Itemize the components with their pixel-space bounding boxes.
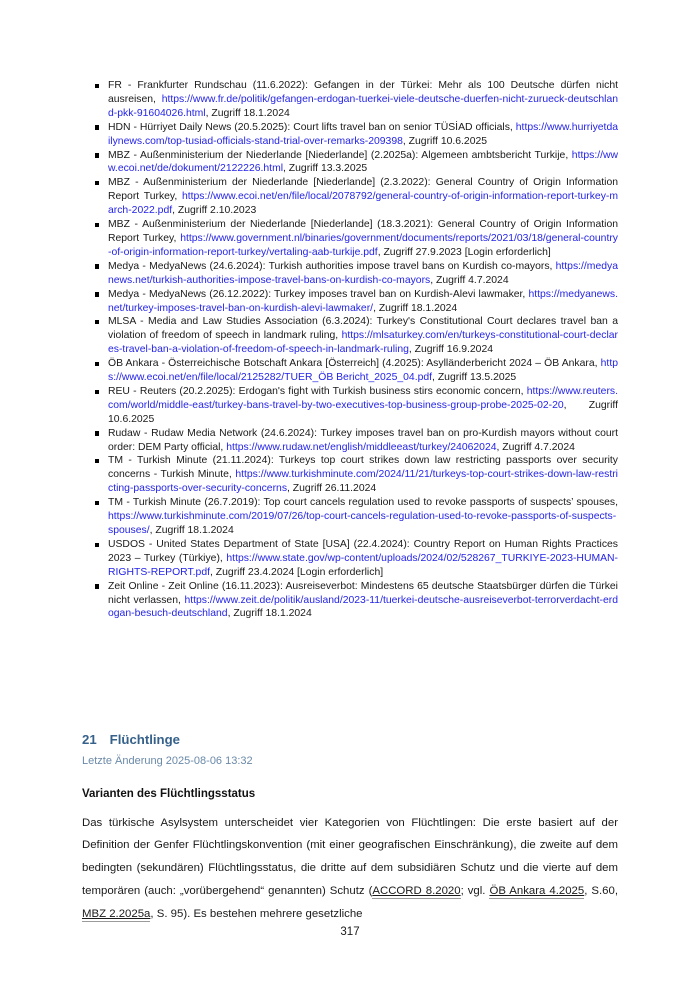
reference-item	[95, 357, 618, 385]
subsection-heading: Varianten des Flüchtlingsstatus	[82, 787, 256, 800]
reference-url-link[interactable]: https://medyanews.net/turkish-authorities-impose-travel-bans-on-kurdish-co-mayors	[108, 260, 618, 286]
reference-item	[95, 288, 618, 316]
reference-url-link[interactable]: https://mlsaturkey.com/en/turkeys-constitutional-court-declares-travel-ban-a-violation-of-freedom-of-speech-in-landmark-ruling	[108, 330, 618, 356]
section-number: 21	[82, 732, 97, 747]
citation-text: Medya - MedyaNews (26.12.2022): Turkey imposes travel ban on Kurdish-Alevi lawmaker,	[108, 288, 529, 300]
reference-item	[95, 149, 618, 177]
reference-url-link[interactable]: https://www.ecoi.net/en/file/local/2125282/TUER_ÖB Bericht_2025_04.pdf	[108, 358, 618, 384]
bullet-square-icon	[95, 543, 99, 547]
citation-text: MLSA - Media and Law Studies Association (6.3.2024): Turkey's Constitutional Court declares travel ban a violation of freedom of speech in landmark ruling,	[108, 316, 618, 342]
references-section	[82, 79, 618, 621]
citation-text: , Zugriff 13.3.2025	[283, 163, 368, 175]
citation-text: , Zugriff 10.6.2025	[108, 399, 618, 425]
citation-text: , Zugriff 4.7.2024	[496, 441, 575, 453]
internal-reference-link[interactable]: ÖB Ankara 4.2025	[489, 884, 585, 897]
citation-text: USDOS - United States Department of State [USA] (22.4.2024): Country Report on Human Rights Practices 2023 – Turkey (Türkiye),	[108, 538, 618, 564]
reference-item	[95, 260, 618, 288]
reference-url-link[interactable]: https://www.ecoi.net/de/dokument/2122226.html	[108, 149, 618, 175]
reference-item	[95, 454, 618, 496]
bullet-square-icon	[95, 362, 99, 366]
reference-item	[95, 385, 618, 427]
citation-text: MBZ - Außenministerium der Niederlande [Niederlande] (2.2025a): Algemeen ambtsbericht Turkije,	[108, 149, 572, 161]
bullet-square-icon	[95, 459, 99, 463]
reference-item	[95, 79, 618, 121]
bullet-square-icon	[95, 584, 99, 588]
bullet-square-icon	[95, 431, 99, 435]
citation-text: , Zugriff 23.4.2024 [Login erforderlich]	[210, 566, 384, 578]
bullet-square-icon	[95, 84, 99, 88]
citation-text: , Zugriff 4.7.2024	[430, 274, 509, 286]
body-paragraph	[82, 812, 618, 926]
citation-text: ; vgl.	[460, 884, 490, 897]
citation-text: , S. 95). Es bestehen mehrere gesetzliche	[150, 907, 363, 920]
bullet-square-icon	[95, 125, 99, 129]
citation-text: TM - Turkish Minute (21.11.2024): Turkeys top court strikes down law restricting passports over security concerns - Turkish Minute,	[108, 455, 618, 481]
citation-text: , S.60,	[584, 884, 618, 897]
citation-text: MBZ - Außenministerium der Niederlande [Niederlande] (18.3.2021): General Country of Origin Information Report Turkey,	[108, 219, 618, 244]
reference-url-link[interactable]: https://medyanews.net/turkey-imposes-travel-ban-on-kurdish-alevi-lawmaker/	[108, 288, 618, 314]
reference-url-link[interactable]: https://www.fr.de/politik/gefangen-erdogan-tuerkei-viele-deutsche-duerfen-nicht-zurueck-deutschland-pkk-91604026.html	[108, 93, 618, 119]
reference-url-link[interactable]: https://www.turkishminute.com/2024/11/21/turkeys-top-court-strikes-down-law-restricting-passports-over-security-concerns	[108, 469, 618, 495]
citation-text: , Zugriff 18.1.2024	[227, 608, 312, 620]
reference-url-link[interactable]: https://www.government.nl/binaries/government/documents/reports/2021/03/18/general-country-of-origin-information-report-turkey/vertaling-aab-turkije.pdf	[108, 232, 618, 258]
reference-url-link[interactable]: https://www.ecoi.net/en/file/local/2078792/general-country-of-origin-information-report-turkey-march-2022.pdf	[108, 191, 618, 217]
section-title: Flüchtlinge	[109, 732, 181, 747]
section-block	[82, 732, 618, 937]
bullet-square-icon	[95, 264, 99, 268]
citation-text: , Zugriff 27.9.2023 [Login erforderlich]	[377, 246, 551, 258]
reference-item	[95, 218, 618, 260]
internal-reference-link[interactable]: MBZ 2.2025a	[82, 907, 151, 920]
citation-text: Zeit Online - Zeit Online (16.11.2023): Ausreiseverbot: Mindestens 65 deutsche Staatsbürger dürfen die Türkei nicht verlassen,	[108, 580, 618, 606]
citation-text: Das türkische Asylsystem unterscheidet vier Kategorien von Flüchtlingen: Die erste basiert auf der Definition der Genfer Flüchtlingskonvention (mit einer geografischen Einschränkung), die zweite auf dem bedingten (sekundären) Flüchtlingsstatus, die dritte auf dem subsidiären Schutz und die vierte auf dem temporären (auch: „vorübergehend“ genannten) Schutz (	[82, 816, 618, 897]
reference-item	[95, 580, 618, 622]
reference-item	[95, 176, 618, 218]
citation-text: Medya - MedyaNews (24.6.2024): Turkish authorities impose travel bans on Kurdish co-mayors,	[108, 260, 556, 272]
reference-item	[95, 496, 618, 538]
page-number: 317	[340, 926, 360, 938]
reference-item	[95, 121, 618, 149]
citation-text: REU - Reuters (20.2.2025): Erdogan's fight with Turkish business stirs economic concern,	[108, 385, 527, 397]
citation-text: FR - Frankfurter Rundschau (11.6.2022): Gefangen in der Türkei: Mehr als 100 Deutsche dürfen nicht ausreisen,	[108, 80, 618, 105]
bullet-square-icon	[95, 181, 99, 185]
citation-text: , Zugriff 13.5.2025	[432, 372, 517, 384]
reference-item	[95, 538, 618, 580]
section-heading	[82, 732, 618, 748]
last-modified-text: Letzte Änderung 2025-08-06 13:32	[82, 754, 253, 767]
bullet-square-icon	[95, 501, 99, 505]
reference-url-link[interactable]: https://www.turkishminute.com/2019/07/26/top-court-cancels-regulation-used-to-revoke-passports-of-suspects-spouses/	[108, 511, 617, 536]
reference-url-link[interactable]: https://www.state.gov/wp-content/uploads/2024/02/528267_TURKIYE-2023-HUMAN-RIGHTS-REPORT.pdf	[108, 552, 618, 578]
reference-url-link[interactable]: https://www.rudaw.net/english/middleeast/turkey/24062024	[226, 441, 497, 453]
reference-url-link[interactable]: https://www.zeit.de/politik/ausland/2023-11/tuerkei-deutsche-ausreiseverbot-terrorverdacht-erdogan-besuch-deutschland	[108, 594, 618, 620]
reference-item	[95, 427, 618, 455]
citation-text: , Zugriff 18.1.2024	[149, 525, 234, 536]
citation-text: HDN - Hürriyet Daily News (20.5.2025): Court lifts travel ban on senior TÜSİAD officials,	[108, 121, 516, 133]
reference-item	[95, 315, 618, 357]
citation-text: , Zugriff 18.1.2024	[205, 107, 290, 119]
citation-text: TM - Turkish Minute (26.7.2019): Top court cancels regulation used to revoke passports of suspects’ spouses,	[108, 497, 618, 509]
bullet-square-icon	[95, 320, 99, 324]
citation-text: , Zugriff 10.6.2025	[402, 135, 488, 147]
citation-text: MBZ - Außenministerium der Niederlande [Niederlande] (2.3.2022): General Country of Origin Information Report Turkey,	[108, 177, 618, 203]
citation-text: , Zugriff 2.10.2023	[172, 205, 257, 217]
citation-text: , Zugriff 16.9.2024	[408, 344, 494, 356]
citation-text: , Zugriff 18.1.2024	[373, 302, 458, 314]
bullet-square-icon	[95, 292, 99, 296]
bullet-square-icon	[95, 153, 99, 157]
bullet-square-icon	[95, 390, 99, 394]
citation-text: ÖB Ankara - Österreichische Botschaft Ankara [Österreich] (4.2025): Asylländerbericht 2024 – ÖB Ankara,	[108, 358, 601, 370]
reference-url-link[interactable]: https://www.hurriyetdailynews.com/top-tusiad-officials-stand-trial-over-remarks-209398	[108, 121, 618, 147]
citation-text: , Zugriff 26.11.2024	[287, 483, 377, 495]
bullet-square-icon	[95, 223, 99, 227]
references-list	[82, 79, 618, 621]
internal-reference-link[interactable]: ACCORD 8.2020	[372, 884, 461, 897]
citation-text: Rudaw - Rudaw Media Network (24.6.2024): Turkey imposes travel ban on pro-Kurdish mayors without court order: DEM Party official,	[108, 427, 618, 453]
reference-url-link[interactable]: https://www.reuters.com/world/middle-east/turkey-bans-travel-by-two-executives-top-business-group-probe-2025-02-20	[108, 385, 618, 411]
